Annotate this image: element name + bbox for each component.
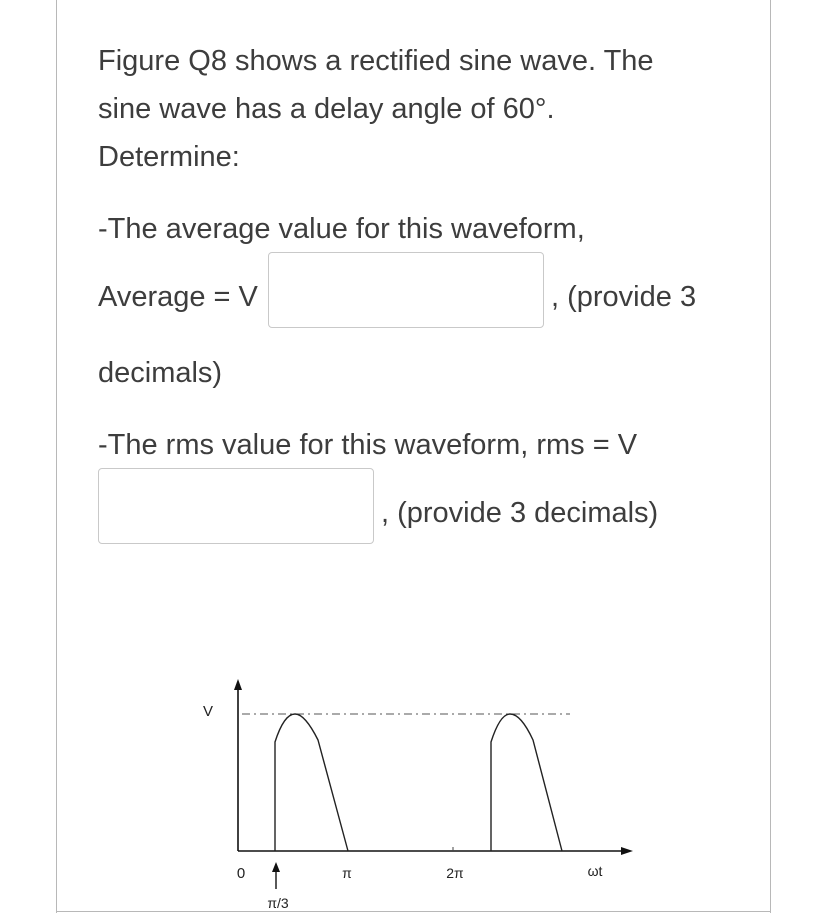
waveform-pulse-2 — [491, 714, 562, 851]
x-axis-arrow-icon — [621, 847, 633, 855]
average-answer-input[interactable] — [268, 252, 544, 328]
pi-label: π — [342, 865, 352, 881]
question-line-3: Determine: — [98, 141, 240, 173]
average-prompt: -The average value for this waveform, — [98, 213, 585, 245]
rms-prompt: -The rms value for this waveform, rms = V — [98, 429, 638, 461]
average-label: Average = V — [98, 281, 258, 313]
delay-marker-arrow-icon — [272, 862, 280, 872]
waveform-pulse-1 — [275, 714, 348, 851]
frame-left-border — [56, 0, 57, 913]
delay-label: π/3 — [267, 895, 289, 911]
y-axis-label: V — [202, 703, 214, 720]
x-axis-label: ωt — [587, 863, 603, 879]
two-pi-label: 2π — [446, 865, 464, 881]
rms-answer-input[interactable] — [98, 468, 374, 544]
rectified-sine-figure — [195, 670, 645, 913]
frame-right-border — [770, 0, 771, 913]
rms-suffix: , (provide 3 decimals) — [381, 497, 659, 529]
y-axis-arrow-icon — [234, 679, 242, 690]
average-suffix-continued: decimals) — [98, 357, 223, 389]
average-suffix: , (provide 3 — [551, 281, 697, 313]
origin-label: 0 — [236, 865, 246, 882]
question-line-2: sine wave has a delay angle of 60°. — [98, 93, 555, 125]
question-line-1: Figure Q8 shows a rectified sine wave. The — [98, 45, 654, 77]
